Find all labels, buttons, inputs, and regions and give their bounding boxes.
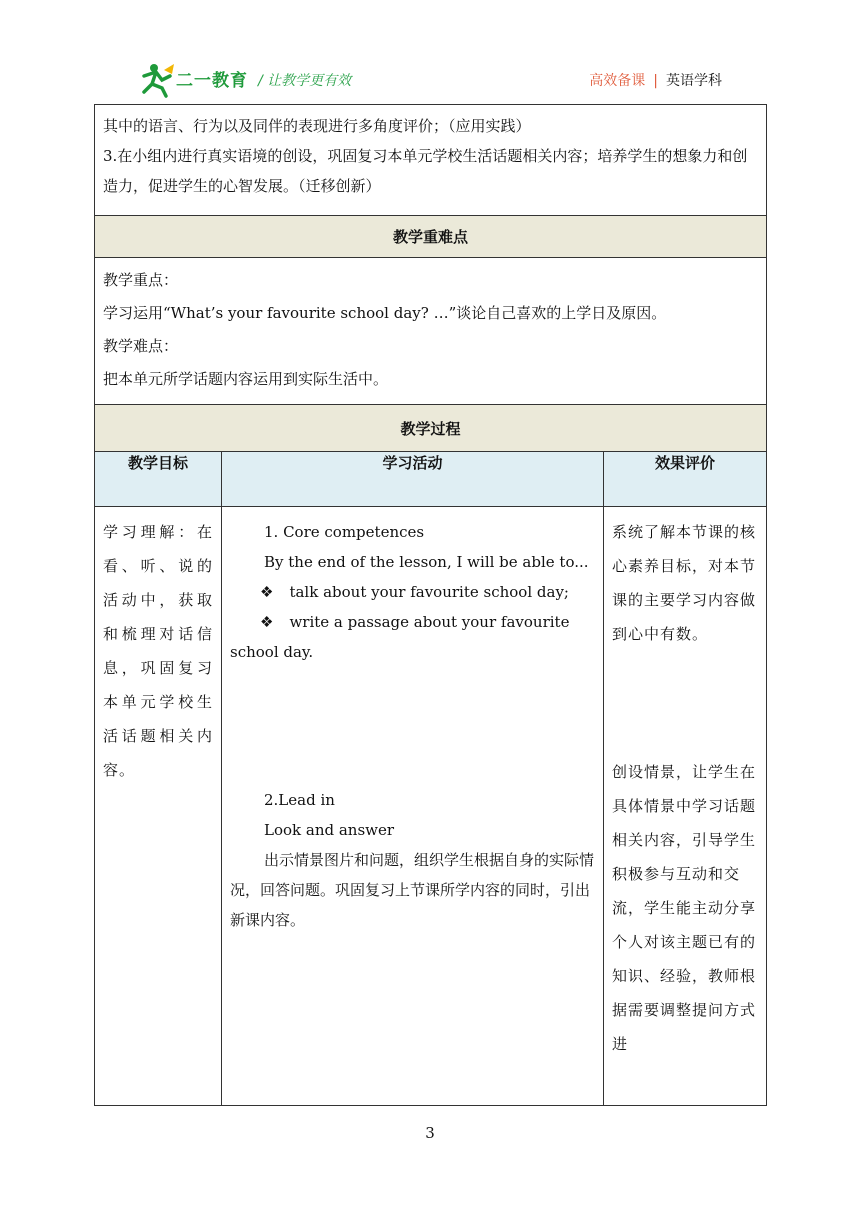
column-header-activity: 学习活动 xyxy=(222,452,604,507)
process-header-row xyxy=(95,405,767,452)
objectives-continuation-row xyxy=(95,105,767,216)
activity-2-text: 出示情景图片和问题，组织学生根据自身的实际情况，回答问题。巩固复习上节课所学内容的同时，引出新课内容。 xyxy=(230,851,595,929)
bullet-2-text: write a passage about your favourite school day. xyxy=(230,613,570,661)
key-points-header-row xyxy=(95,216,767,258)
page-number: 3 xyxy=(425,1124,435,1142)
eval-1-text: 系统了解本节课的核心素养目标，对本节课的主要学习内容做到心中有数。 xyxy=(612,523,757,643)
lesson-plan-table xyxy=(94,104,767,1106)
process-column-headers xyxy=(95,452,767,507)
focus-text: 学习运用“What’s your favourite school day? …”谈论自己喜欢的上学日及原因。 xyxy=(103,304,667,322)
header-subject-label: 英语学科 xyxy=(666,73,722,89)
process-title: 教学过程 xyxy=(95,405,767,452)
activity-1-bullet-2 xyxy=(230,607,595,667)
eval-2-text: 创设情景，让学生在具体情景中学习话题相关内容，引导学生积极参与互动和交流，学生能主动分享个人对该主题已有的知识、经验，教师根据需要调整提问方式进 xyxy=(612,763,757,1053)
activity-1-intro: By the end of the lesson, I will be able to... xyxy=(264,553,589,571)
activity-1-title: 1. Core competences xyxy=(264,523,425,541)
activity-cell xyxy=(222,507,603,945)
difficulty-text: 把本单元所学话题内容运用到实际生活中。 xyxy=(103,370,389,388)
brand-slogan: / 让教学更有效 xyxy=(258,73,352,89)
activity-2-subtitle: Look and answer xyxy=(264,821,395,839)
header-primary-label: 高效备课 xyxy=(589,73,646,89)
key-points-title: 教学重难点 xyxy=(95,216,767,258)
objective-line-1: 其中的语言、行为以及同伴的表现进行多角度评价；（应用实践） xyxy=(103,117,531,135)
objective-line-3: 3.在小组内进行真实语境的创设，巩固复习本单元学校生活话题相关内容；培养学生的想象力和创造力，促进学生的心智发展。（迁移创新） xyxy=(103,147,748,195)
column-header-eval: 效果评价 xyxy=(604,452,767,507)
difficulty-label: 教学难点： xyxy=(103,337,179,355)
key-points-row xyxy=(95,258,767,405)
header-subject xyxy=(589,70,722,90)
column-header-goal: 教学目标 xyxy=(95,452,222,507)
diamond-bullet-icon: ❖ xyxy=(260,613,274,631)
process-row xyxy=(95,507,767,1106)
header-separator: | xyxy=(653,73,658,89)
activity-1-bullet-1 xyxy=(230,577,595,607)
activity-2-title: 2.Lead in xyxy=(264,791,335,809)
goal-text: 学习理解：在看、听、说的活动中，获取和梳理对话信息，巩固复习本单元学校生活话题相关内容。 xyxy=(103,523,213,779)
bullet-1-text: talk about your favourite school day; xyxy=(289,583,569,601)
page-header xyxy=(0,0,860,100)
diamond-bullet-icon: ❖ xyxy=(260,583,274,601)
brand-name: 二一教育 xyxy=(176,71,248,91)
focus-label: 教学重点： xyxy=(103,271,179,289)
